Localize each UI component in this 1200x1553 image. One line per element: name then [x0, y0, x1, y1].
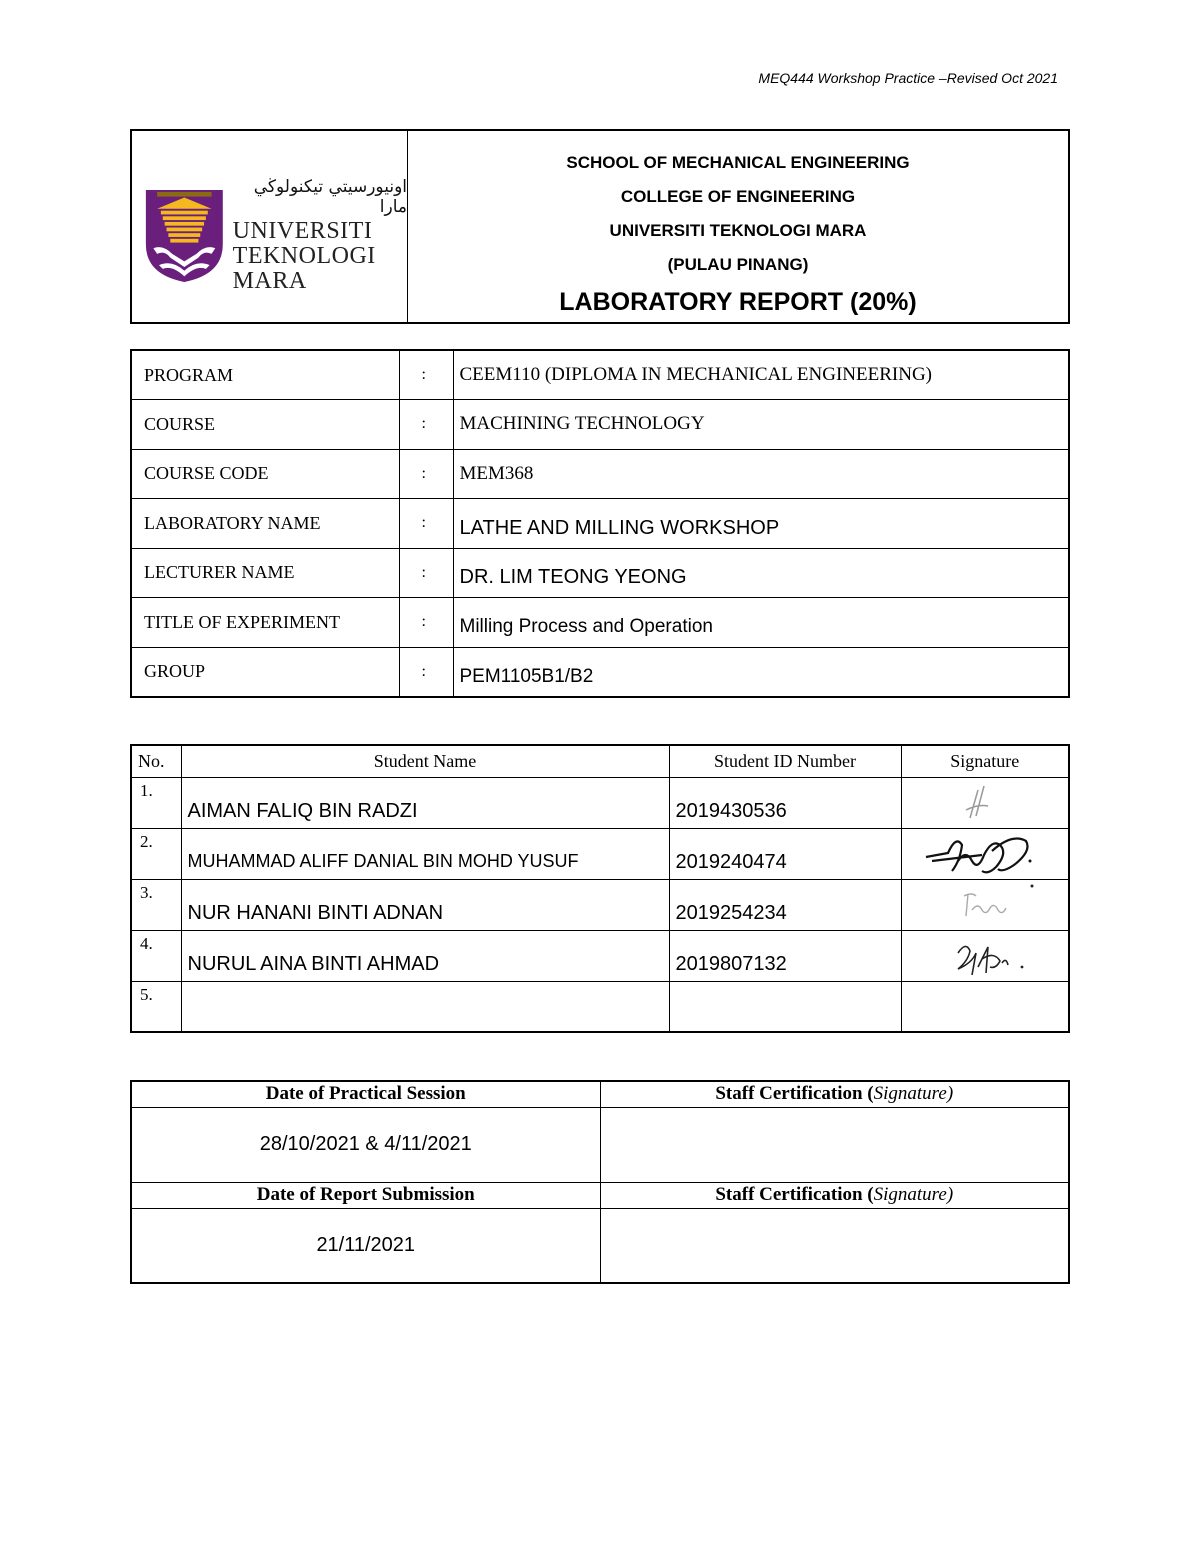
student-name: [181, 981, 669, 1032]
report-submission-value-row: [131, 1208, 1069, 1283]
info-label: COURSE: [131, 400, 399, 450]
student-name: AIMAN FALIQ BIN RADZI: [181, 777, 669, 828]
staff-certification-label: Staff Certification (Signature): [600, 1182, 1069, 1208]
practical-session-date: 28/10/2021 & 4/11/2021: [131, 1107, 600, 1182]
course-info-table: [130, 349, 1070, 698]
student-signature: [901, 981, 1069, 1032]
header-box: [130, 129, 1070, 324]
student-id: 2019254234: [669, 879, 901, 930]
college-name: COLLEGE OF ENGINEERING: [620, 187, 856, 206]
staff-certification-signature-box: [600, 1208, 1069, 1283]
info-value: Milling Process and Operation: [453, 598, 1069, 648]
info-separator: :: [399, 400, 453, 450]
info-row-title-of-experiment: [131, 598, 1069, 648]
info-value: DR. LIM TEONG YEONG: [453, 548, 1069, 598]
logo-cell: [132, 131, 408, 322]
university-logo: [144, 177, 407, 294]
student-row: [131, 930, 1069, 981]
info-separator: :: [399, 499, 453, 549]
university-name: UNIVERSITI TEKNOLOGI MARA: [609, 221, 867, 240]
school-name: SCHOOL OF MECHANICAL ENGINEERING: [566, 153, 910, 172]
info-separator: :: [399, 598, 453, 648]
student-name: NURUL AINA BINTI AHMAD: [181, 930, 669, 981]
student-no: 5.: [131, 981, 181, 1032]
signature-1-icon: [922, 780, 1002, 828]
student-id: 2019430536: [669, 777, 901, 828]
logo-wordmark: [233, 177, 407, 294]
header-student-name: Student Name: [181, 745, 669, 777]
header-no: No.: [131, 745, 181, 777]
info-value: LATHE AND MILLING WORKSHOP: [453, 499, 1069, 549]
student-id: 2019807132: [669, 930, 901, 981]
student-row: [131, 777, 1069, 828]
student-row: [131, 828, 1069, 879]
info-label: LECTURER NAME: [131, 548, 399, 598]
student-no: 2.: [131, 828, 181, 879]
info-separator: :: [399, 449, 453, 499]
info-value: MEM368: [453, 449, 1069, 499]
info-row-course: [131, 400, 1069, 450]
signature-3-icon: [922, 882, 1042, 930]
info-value: CEEM110 (DIPLOMA IN MECHANICAL ENGINEERING): [453, 350, 1069, 400]
logo-jawi-text: اونيورسيتي تيكنولوڬي مارا: [253, 177, 407, 217]
info-separator: :: [399, 350, 453, 400]
page-header: MEQ444 Workshop Practice –Revised Oct 2021: [758, 70, 1058, 86]
student-name: MUHAMMAD ALIFF DANIAL BIN MOHD YUSUF: [181, 828, 669, 879]
report-submission-header-row: [131, 1182, 1069, 1208]
staff-certification-signature-box: [600, 1107, 1069, 1182]
info-separator: :: [399, 548, 453, 598]
logo-line-3: MARA: [232, 268, 307, 294]
date-certification-table: [130, 1080, 1070, 1284]
student-name: NUR HANANI BINTI ADNAN: [181, 879, 669, 930]
title-block: [408, 131, 1068, 322]
student-signature: [901, 879, 1069, 930]
student-id: [669, 981, 901, 1032]
header-student-id: Student ID Number: [669, 745, 901, 777]
student-no: 4.: [131, 930, 181, 981]
logo-line-1: UNIVERSITI: [232, 218, 373, 244]
student-signature: [901, 777, 1069, 828]
info-row-course-code: [131, 449, 1069, 499]
signature-4-icon: [922, 933, 1042, 983]
practical-session-header-row: [131, 1081, 1069, 1107]
student-row: [131, 981, 1069, 1032]
info-row-laboratory-name: [131, 499, 1069, 549]
info-row-group: [131, 647, 1069, 697]
student-row: [131, 879, 1069, 930]
info-row-program: [131, 350, 1069, 400]
staff-certification-label: Staff Certification (Signature): [600, 1081, 1069, 1107]
info-label: LABORATORY NAME: [131, 499, 399, 549]
student-signature: [901, 930, 1069, 981]
report-title: LABORATORY REPORT (20%): [559, 288, 917, 316]
student-signature: [901, 828, 1069, 879]
signature-2-icon: [922, 831, 1042, 881]
student-table-header: [131, 745, 1069, 777]
info-label: TITLE OF EXPERIMENT: [131, 598, 399, 648]
student-no: 1.: [131, 777, 181, 828]
info-separator: :: [399, 647, 453, 697]
report-submission-date: 21/11/2021: [131, 1208, 600, 1283]
student-table: [130, 744, 1070, 1033]
practical-session-label: Date of Practical Session: [131, 1081, 600, 1107]
report-submission-label: Date of Report Submission: [131, 1182, 600, 1208]
uitm-crest-icon: [144, 185, 225, 287]
student-id: 2019240474: [669, 828, 901, 879]
header-signature: Signature: [901, 745, 1069, 777]
logo-line-2: TEKNOLOGI: [232, 243, 376, 269]
info-label: PROGRAM: [131, 350, 399, 400]
info-label: GROUP: [131, 647, 399, 697]
practical-session-value-row: [131, 1107, 1069, 1182]
campus-name: (PULAU PINANG): [667, 255, 809, 274]
info-value: PEM1105B1/B2: [453, 647, 1069, 697]
info-row-lecturer-name: [131, 548, 1069, 598]
info-label: COURSE CODE: [131, 449, 399, 499]
info-value: MACHINING TECHNOLOGY: [453, 400, 1069, 450]
student-no: 3.: [131, 879, 181, 930]
